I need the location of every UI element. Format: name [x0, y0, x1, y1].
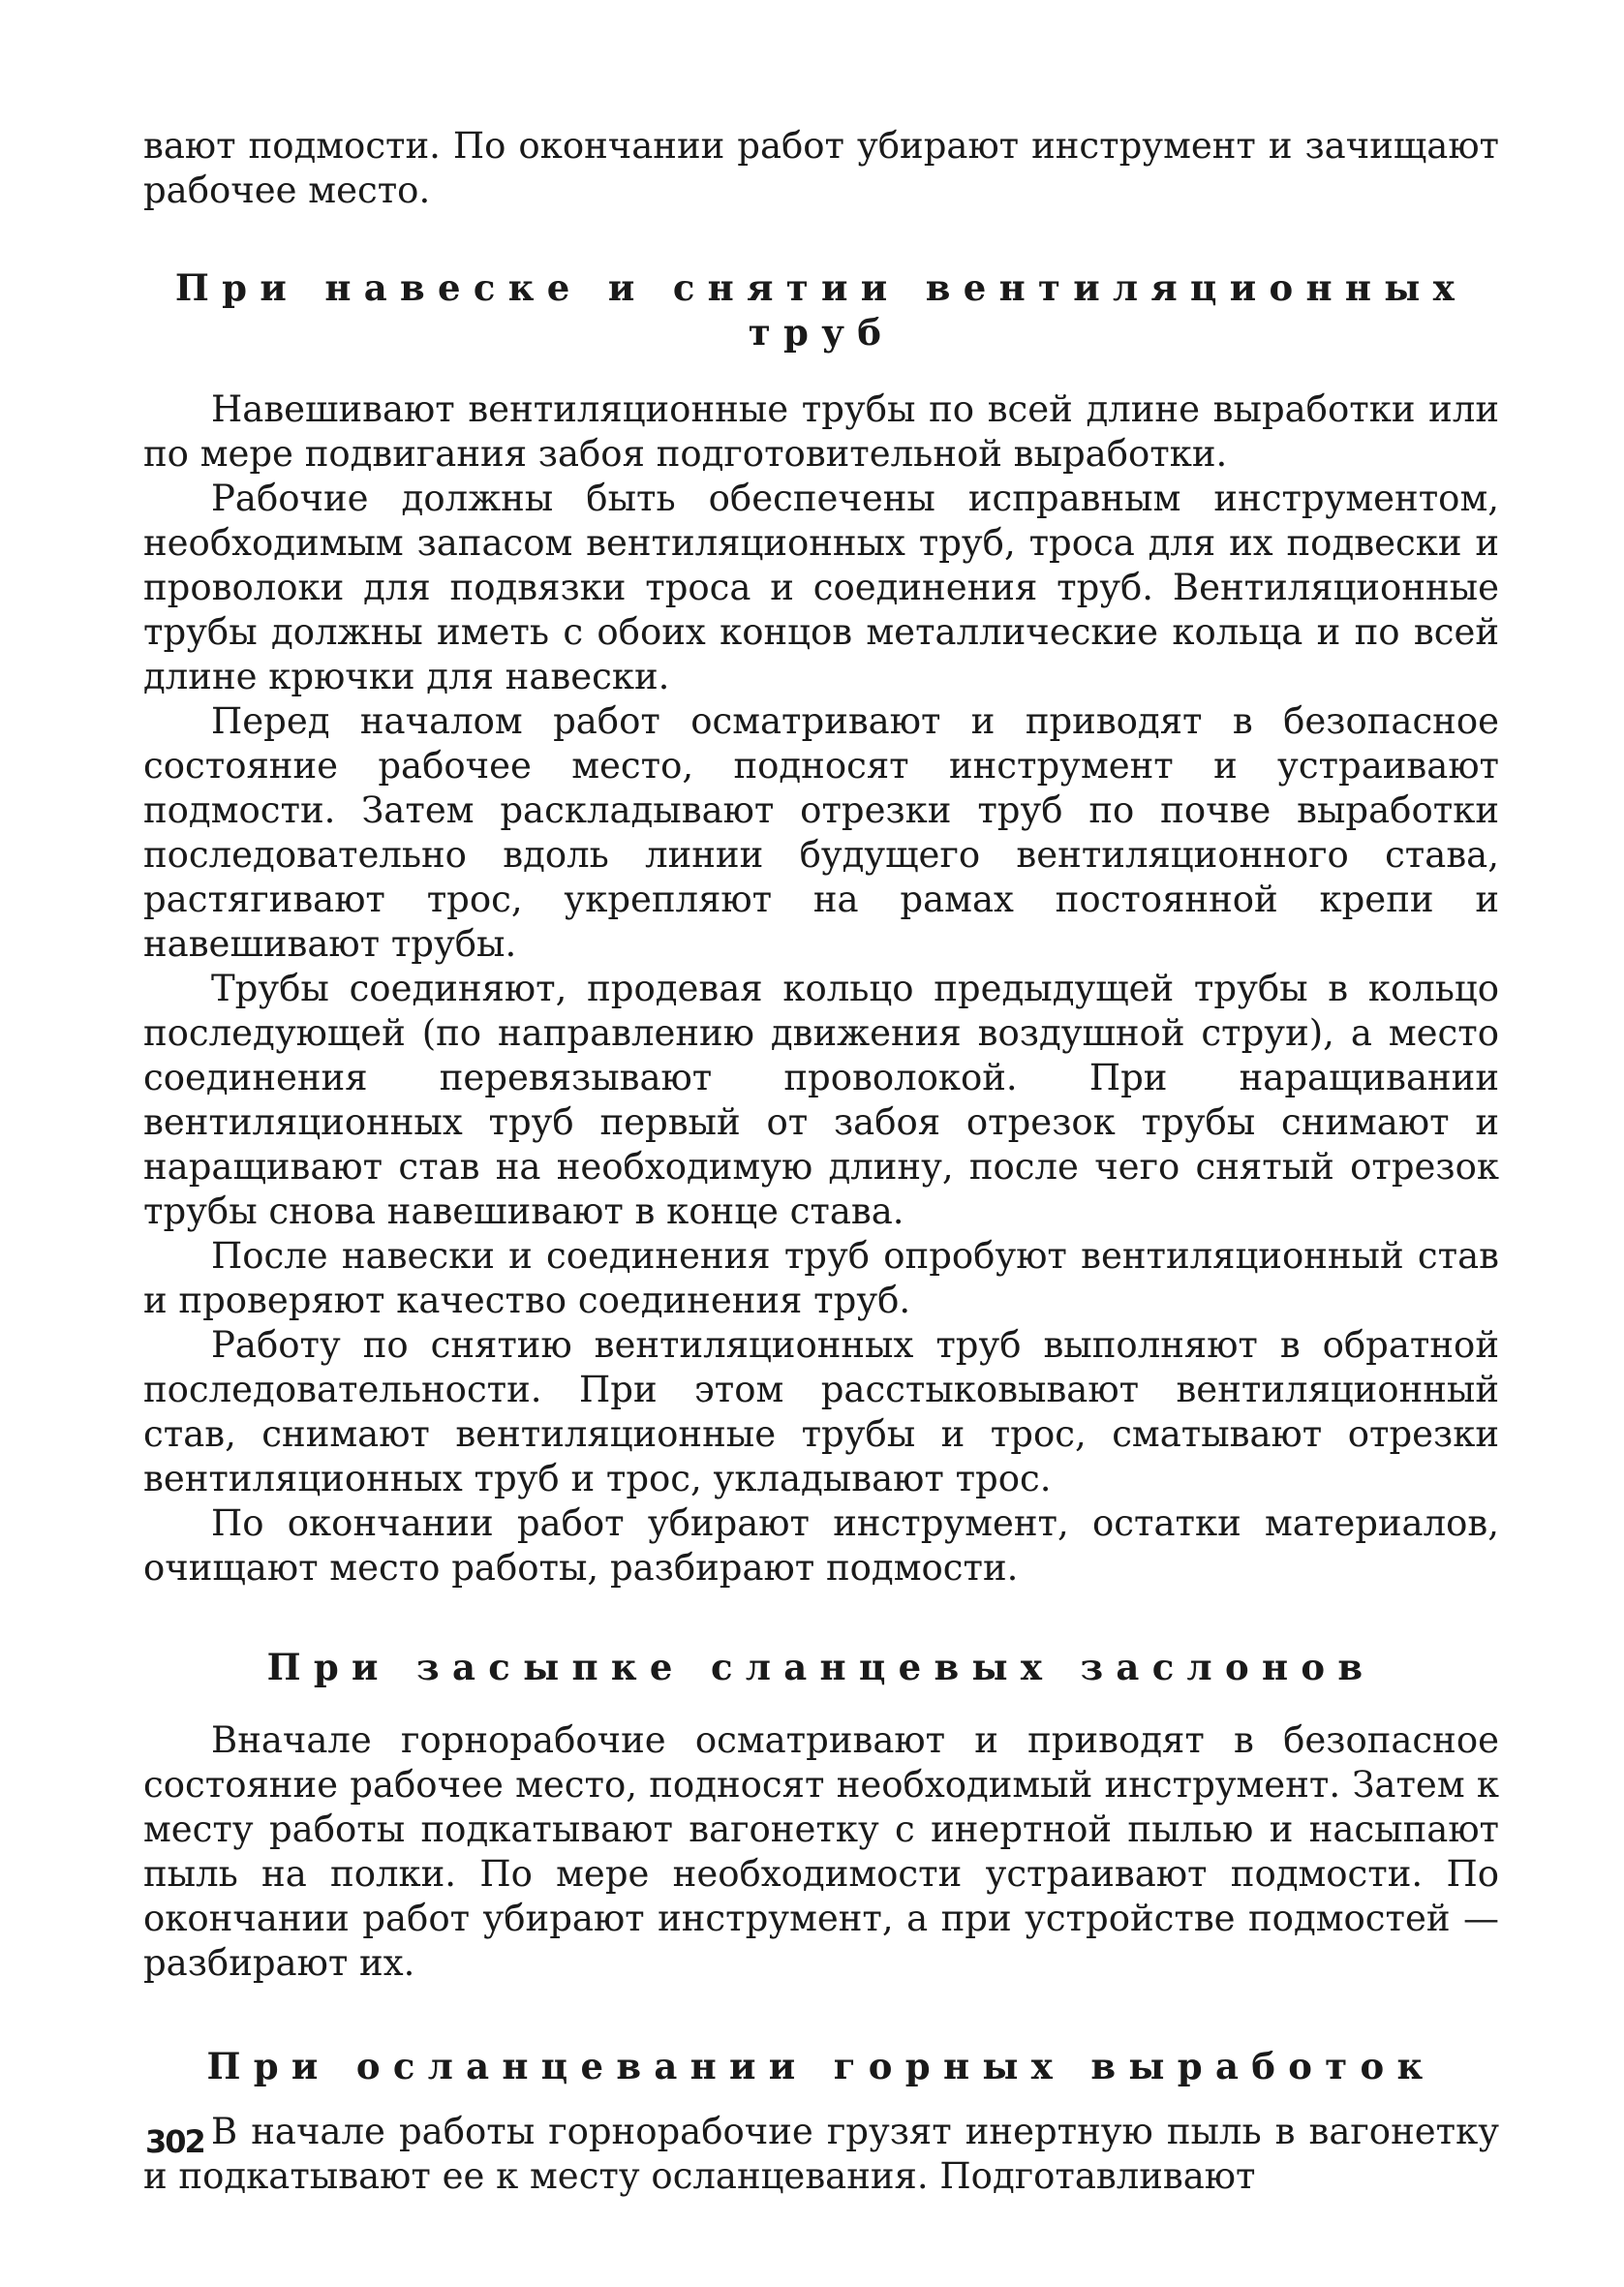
page-number: 302 [145, 2123, 204, 2160]
paragraph: Перед началом работ осматривают и приводят в безопасное состояние рабочее место, подносят инструмент и устраивают подмости. Затем раскладывают отрезки труб по почве выработки последовательно вдоль линии будущего вентиляционного става, растягивают трос, укрепляют на рамах постоянной крепи и навешивают трубы. [143, 700, 1499, 965]
section-heading-ventilation-pipes: При навеске и снятии вентиляционных труб [174, 266, 1468, 354]
section-heading-shale-barriers: При засыпке сланцевых заслонов [266, 1646, 1376, 1688]
paragraph: Работу по снятию вентиляционных труб выполняют в обратной последовательности. При этом расстыковывают вентиляционный став, снимают вентиляционные трубы и трос, сматывают отрезки вентиляционных труб и трос, укладывают трос. [143, 1324, 1499, 1499]
paragraph: После навески и соединения труб опробуют вентиляционный став и проверяют качество соединения труб. [143, 1235, 1499, 1321]
paragraph: По окончании работ убирают инструмент, остатки материалов, очищают место работы, разбирают подмости. [143, 1502, 1499, 1589]
section-heading-rock-dusting: При осланцевании горных выработок [206, 2045, 1436, 2087]
paragraph: Трубы соединяют, продевая кольцо предыдущей трубы в кольцо последующей (по направлению движения воздушной струи), а место соединения перевязывают проволокой. При наращивании вентиляционных труб первый от забоя отрезок трубы снимают и наращивают став на необходимую длину, после чего снятый отрезок трубы снова навешивают в конце става. [143, 968, 1499, 1232]
page-text-block [143, 124, 1499, 2199]
paragraph: Навешивают вентиляционные трубы по всей длине выработки или по мере подвигания забоя подготовительной выработки. [143, 388, 1499, 475]
paragraph: В начале работы горнорабочие грузят инертную пыль в вагонетку и подкатывают ее к месту осланцевания. Подготавливают [143, 2111, 1499, 2197]
paragraph: Рабочие должны быть обеспечены исправным инструментом, необходимым запасом вентиляционных труб, троса для их подвески и проволоки для подвязки троса и соединения труб. Вентиляционные трубы должны иметь с обоих концов металлические кольца и по всей длине крючки для навески. [143, 478, 1499, 697]
paragraph: Вначале горнорабочие осматривают и приводят в безопасное состояние рабочее место, подносят необходимый инструмент. Затем к месту работы подкатывают вагонетку с инертной пылью и насыпают пыль на полки. По мере необходимости устраивают подмости. По окончании работ убирают инструмент, а при устройстве подмостей — разбирают их. [143, 1719, 1499, 1984]
paragraph-continuation: вают подмости. По окончании работ убирают инструмент и зачищают рабочее место. [143, 125, 1499, 211]
